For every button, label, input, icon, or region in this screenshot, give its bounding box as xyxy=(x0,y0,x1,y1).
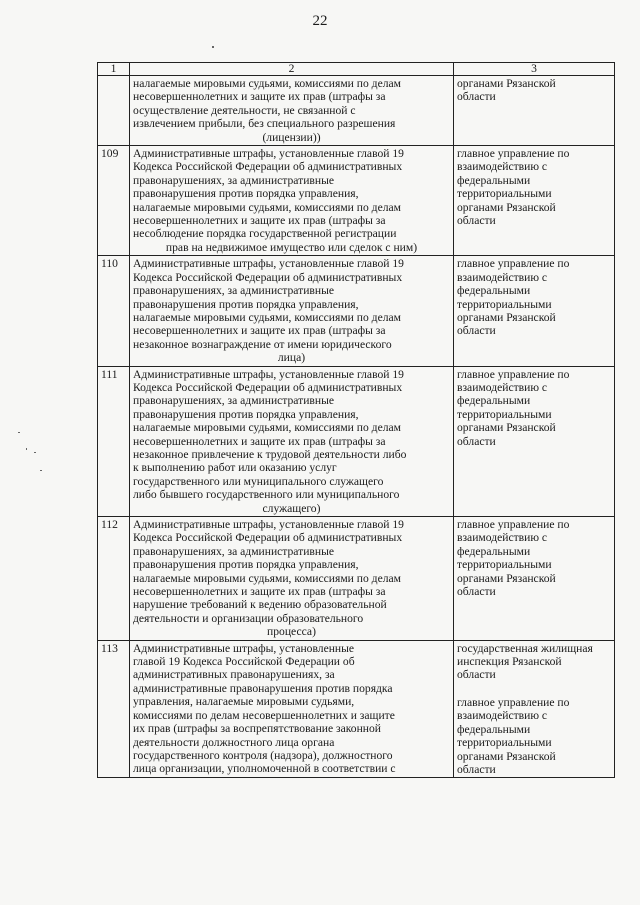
table-row xyxy=(98,366,615,516)
description-line: их прав (штрафы за воспрепятствование законной xyxy=(133,722,382,736)
table-row xyxy=(98,146,615,256)
description-line: несовершеннолетних и защите их прав (штрафы за xyxy=(133,90,386,104)
row-number: 113 xyxy=(98,640,130,778)
row-number: 110 xyxy=(98,256,130,366)
description-line: главой 19 Кодекса Российской Федерации об xyxy=(133,655,355,669)
description-line: Административные штрафы, установленные xyxy=(133,641,355,655)
description-line: несовершеннолетних и защите их прав (штрафы за xyxy=(133,434,386,448)
org-line: федеральными xyxy=(457,722,531,736)
description-line: государственного контроля (надзора), должностного xyxy=(133,748,393,762)
description-line: несовершеннолетних и защите их прав (штрафы за xyxy=(133,324,386,338)
description-line: налагаемые мировыми судьями, комиссиями по делам xyxy=(133,77,401,90)
description-line: налагаемые мировыми судьями, комиссиями по делам xyxy=(133,310,401,324)
org-line: органами Рязанской xyxy=(457,749,556,763)
description-line: служащего) xyxy=(262,501,321,515)
description-line: незаконное вознаграждение от имени юридического xyxy=(133,337,392,351)
org-line: территориальными xyxy=(457,736,552,750)
row-number: 112 xyxy=(98,517,130,641)
org-line: главное управление по xyxy=(457,367,570,381)
table-row xyxy=(98,256,615,366)
fine-description xyxy=(130,640,454,778)
scan-speck xyxy=(34,452,36,453)
administrator-org xyxy=(454,76,615,146)
fines-table xyxy=(97,62,615,778)
org-line: органами Рязанской xyxy=(457,310,556,324)
org-line: главное управление по xyxy=(457,695,570,709)
org-line: органами Рязанской xyxy=(457,200,556,214)
administrator-org xyxy=(454,146,615,256)
org-line: инспекция Рязанской xyxy=(457,655,562,669)
org-line: области xyxy=(457,585,496,599)
description-line: Административные штрафы, установленные главой 19 xyxy=(133,257,404,271)
description-line: Административные штрафы, установленные главой 19 xyxy=(133,147,404,161)
description-line: управления, налагаемые мировыми судьями, xyxy=(133,695,355,709)
row-number: 111 xyxy=(98,366,130,516)
description-line: налагаемые мировыми судьями, комиссиями по делам xyxy=(133,200,401,214)
org-line: области xyxy=(457,214,496,228)
page-number: 22 xyxy=(312,13,328,29)
row-number: 109 xyxy=(98,146,130,256)
org-line: территориальными xyxy=(457,407,552,421)
description-line: налагаемые мировыми судьями, комиссиями по делам xyxy=(133,421,401,435)
description-line: административных правонарушениях, за xyxy=(133,668,335,682)
org-line: области xyxy=(457,90,496,104)
fine-description xyxy=(130,256,454,366)
scan-speck xyxy=(212,46,214,48)
description-line: Кодекса Российской Федерации об административных xyxy=(133,270,403,284)
description-line: извлечением прибыли, без специального разрешения xyxy=(133,117,396,131)
org-line: области xyxy=(457,762,496,776)
description-line: деятельности должностного лица органа xyxy=(133,735,335,749)
description-line: правонарушения против порядка управления, xyxy=(133,407,359,421)
org-spacer xyxy=(457,682,611,696)
description-line: правонарушениях, за административные xyxy=(133,544,335,558)
org-line: органами Рязанской xyxy=(457,421,556,435)
description-line: государственного или муниципального служащего xyxy=(133,474,384,488)
org-line: области xyxy=(457,434,496,448)
description-line: несоблюдение порядка государственной регистрации xyxy=(133,227,397,241)
description-line: осуществление деятельности, не связанной с xyxy=(133,103,356,117)
description-line: налагаемые мировыми судьями, комиссиями по делам xyxy=(133,571,401,585)
org-line: органами Рязанской xyxy=(457,77,556,90)
org-line: взаимодействию с xyxy=(457,270,548,284)
column-header: 3 xyxy=(454,63,615,76)
description-line: правонарушения против порядка управления, xyxy=(133,558,359,572)
column-header: 2 xyxy=(130,63,454,76)
description-line: деятельности и организации образовательного xyxy=(133,611,364,625)
administrator-org xyxy=(454,366,615,516)
org-line: взаимодействию с xyxy=(457,709,548,723)
org-line: федеральными xyxy=(457,394,531,408)
row-number xyxy=(98,76,130,146)
table-row xyxy=(98,640,615,778)
description-line: правонарушения против порядка управления, xyxy=(133,187,359,201)
org-line: федеральными xyxy=(457,173,531,187)
table-row xyxy=(98,517,615,641)
administrator-org xyxy=(454,517,615,641)
org-line: главное управление по xyxy=(457,518,570,531)
description-line: процесса) xyxy=(267,625,316,639)
description-line: Кодекса Российской Федерации об административных xyxy=(133,380,403,394)
table-header-row xyxy=(98,63,615,76)
description-line: Кодекса Российской Федерации об административных xyxy=(133,531,403,545)
scan-speck xyxy=(18,432,20,433)
org-line: территориальными xyxy=(457,297,552,311)
description-line: к выполнению работ или оказанию услуг xyxy=(133,461,337,475)
org-line: главное управление по xyxy=(457,147,570,161)
scan-speck xyxy=(40,470,42,471)
fine-description xyxy=(130,76,454,146)
administrator-org xyxy=(454,640,615,778)
org-line: области xyxy=(457,324,496,338)
description-line: несовершеннолетних и защите их прав (штрафы за xyxy=(133,585,386,599)
description-line: несовершеннолетних и защите их прав (штрафы за xyxy=(133,214,386,228)
org-line: взаимодействию с xyxy=(457,160,548,174)
description-line: правонарушениях, за административные xyxy=(133,394,335,408)
description-line: комиссиями по делам несовершеннолетних и защите xyxy=(133,708,395,722)
description-line: административные правонарушения против порядка xyxy=(133,681,393,695)
description-line: правонарушениях, за административные xyxy=(133,284,335,298)
fine-description xyxy=(130,146,454,256)
org-line: области xyxy=(457,668,496,682)
column-header: 1 xyxy=(98,63,130,76)
fine-description xyxy=(130,366,454,516)
org-line: территориальными xyxy=(457,558,552,572)
org-line: федеральными xyxy=(457,284,531,298)
description-line: правонарушения против порядка управления, xyxy=(133,297,359,311)
description-line: лица организации, уполномоченной в соответствии с xyxy=(133,762,396,776)
administrator-org xyxy=(454,256,615,366)
table-row xyxy=(98,76,615,146)
description-line: либо бывшего государственного или муниципального xyxy=(133,488,400,502)
description-line: Административные штрафы, установленные главой 19 xyxy=(133,367,404,381)
org-line: главное управление по xyxy=(457,257,570,271)
description-line: Кодекса Российской Федерации об административных xyxy=(133,160,403,174)
org-line: взаимодействию с xyxy=(457,531,548,545)
org-line: органами Рязанской xyxy=(457,571,556,585)
org-line: взаимодействию с xyxy=(457,380,548,394)
description-line: нарушение требований к ведению образовательной xyxy=(133,598,387,612)
description-line: прав на недвижимое имущество или сделок с ним) xyxy=(165,240,418,254)
description-line: правонарушениях, за административные xyxy=(133,173,335,187)
description-line: лица) xyxy=(277,351,306,365)
org-line: федеральными xyxy=(457,544,531,558)
fine-description xyxy=(130,517,454,641)
scan-speck xyxy=(26,448,27,450)
description-line: (лицензии)) xyxy=(262,130,321,144)
description-line: Административные штрафы, установленные главой 19 xyxy=(133,518,404,531)
org-line: территориальными xyxy=(457,187,552,201)
org-line: государственная жилищная xyxy=(457,641,593,655)
description-line: незаконное привлечение к трудовой деятельности либо xyxy=(133,447,407,461)
